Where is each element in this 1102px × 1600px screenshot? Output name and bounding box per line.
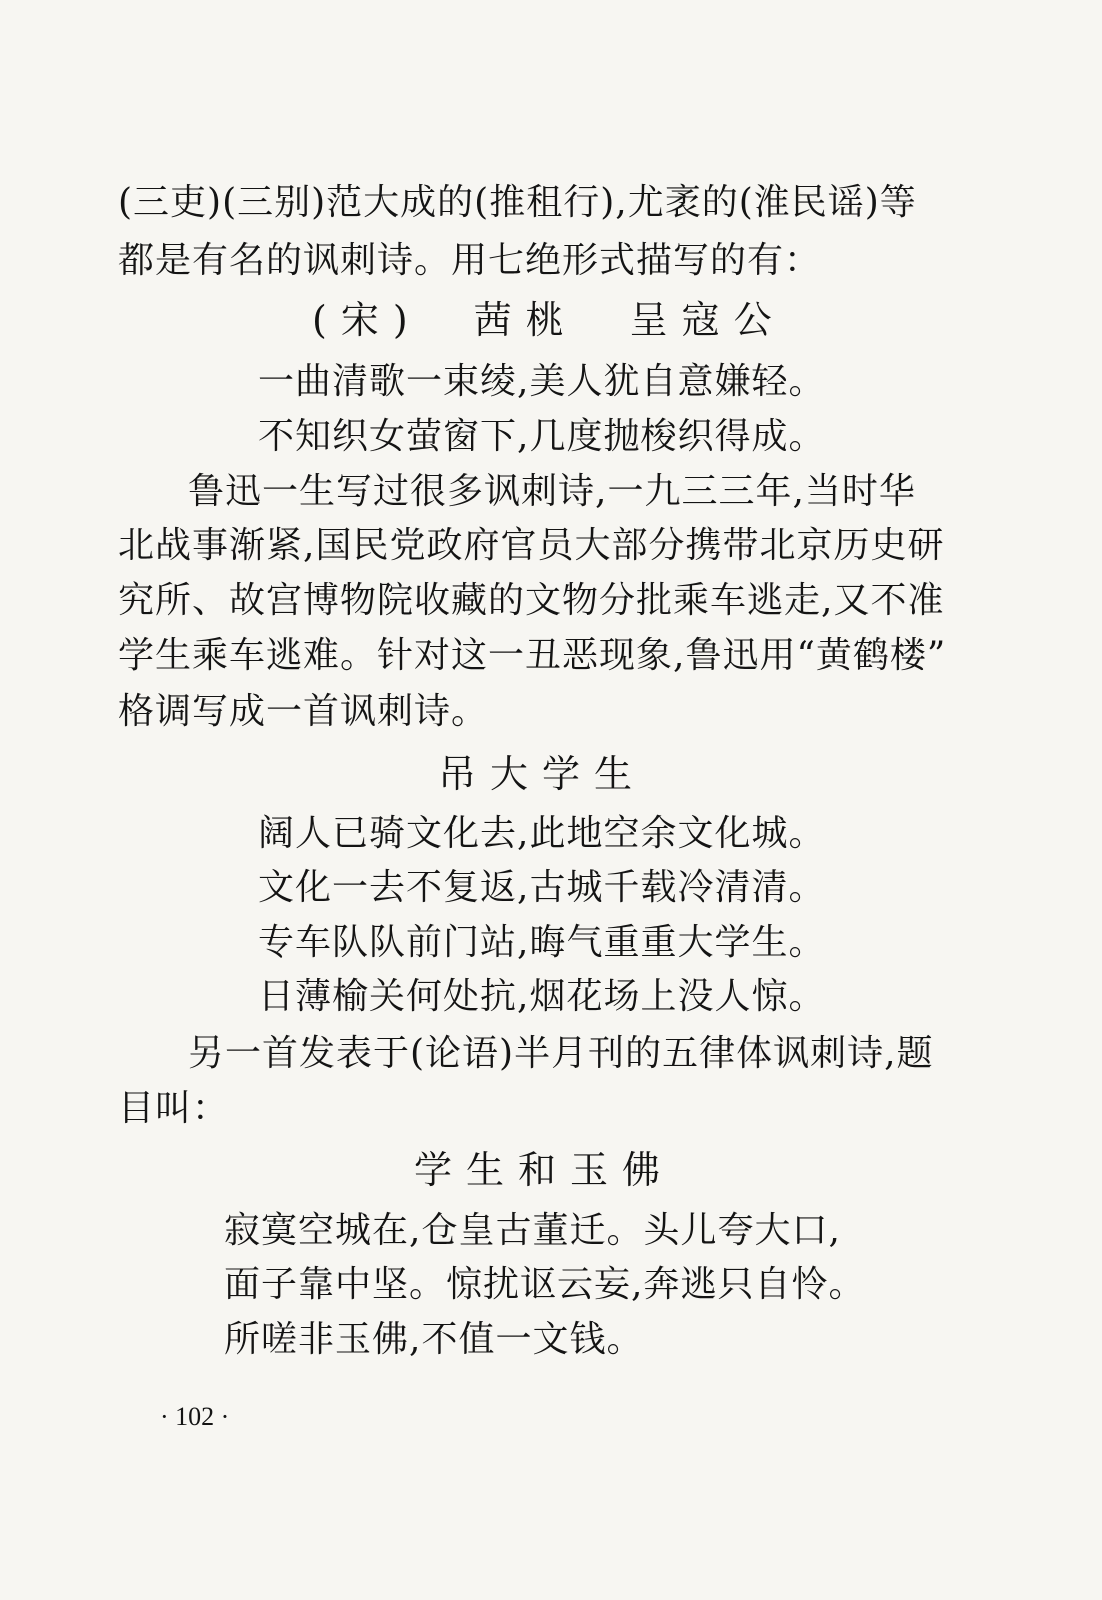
intro-line-2: 都是有名的讽刺诗。用七绝形式描写的有： <box>118 240 822 281</box>
poem3-line-2: 面子靠中坚。惊扰讴云妄,奔逃只自怜。 <box>224 1264 866 1305</box>
poem3-title: 学生和玉佛 <box>414 1148 675 1192</box>
poem1-line-2: 不知织女萤窗下,几度抛梭织得成。 <box>258 416 826 457</box>
poem3-line-3: 所嗟非玉佛,不值一文钱。 <box>224 1319 644 1360</box>
paragraph2-line-3: 究所、故宫博物院收藏的文物分批乘车逃走,又不准 <box>118 580 945 621</box>
intro-line-1: (三吏)(三别)范大成的(推租行),尤袤的(淮民谣)等 <box>118 182 917 223</box>
paragraph2-line-5: 格调写成一首讽刺诗。 <box>118 691 489 732</box>
poem1-title: (宋) 茜桃 呈寇公 <box>312 298 786 342</box>
poem2-line-1: 阔人已骑文化去,此地空余文化城。 <box>258 813 826 854</box>
paragraph2-line-2: 北战事渐紧,国民党政府官员大部分携带北京历史研 <box>118 525 945 566</box>
page-number: · 102 · <box>160 1402 230 1431</box>
paragraph2-line-4: 学生乘车逃难。针对这一丑恶现象,鲁迅用“黄鹤楼” <box>118 635 947 676</box>
poem1-line-1: 一曲清歌一束绫,美人犹自意嫌轻。 <box>258 361 826 402</box>
poem2-line-2: 文化一去不复返,古城千载冷清清。 <box>258 867 826 908</box>
paragraph3-line-2: 目叫： <box>118 1088 230 1129</box>
paragraph3-line-1: 另一首发表于(论语)半月刊的五律体讽刺诗,题 <box>188 1033 934 1074</box>
poem2-line-4: 日薄榆关何处抗,烟花场上没人惊。 <box>258 976 826 1017</box>
poem2-line-3: 专车队队前门站,晦气重重大学生。 <box>258 922 826 963</box>
poem3-line-1: 寂寞空城在,仓皇古董迁。头儿夸大口, <box>224 1210 841 1251</box>
paragraph2-line-1: 鲁迅一生写过很多讽刺诗,一九三三年,当时华 <box>188 471 916 512</box>
poem2-title: 吊大学生 <box>438 752 647 796</box>
